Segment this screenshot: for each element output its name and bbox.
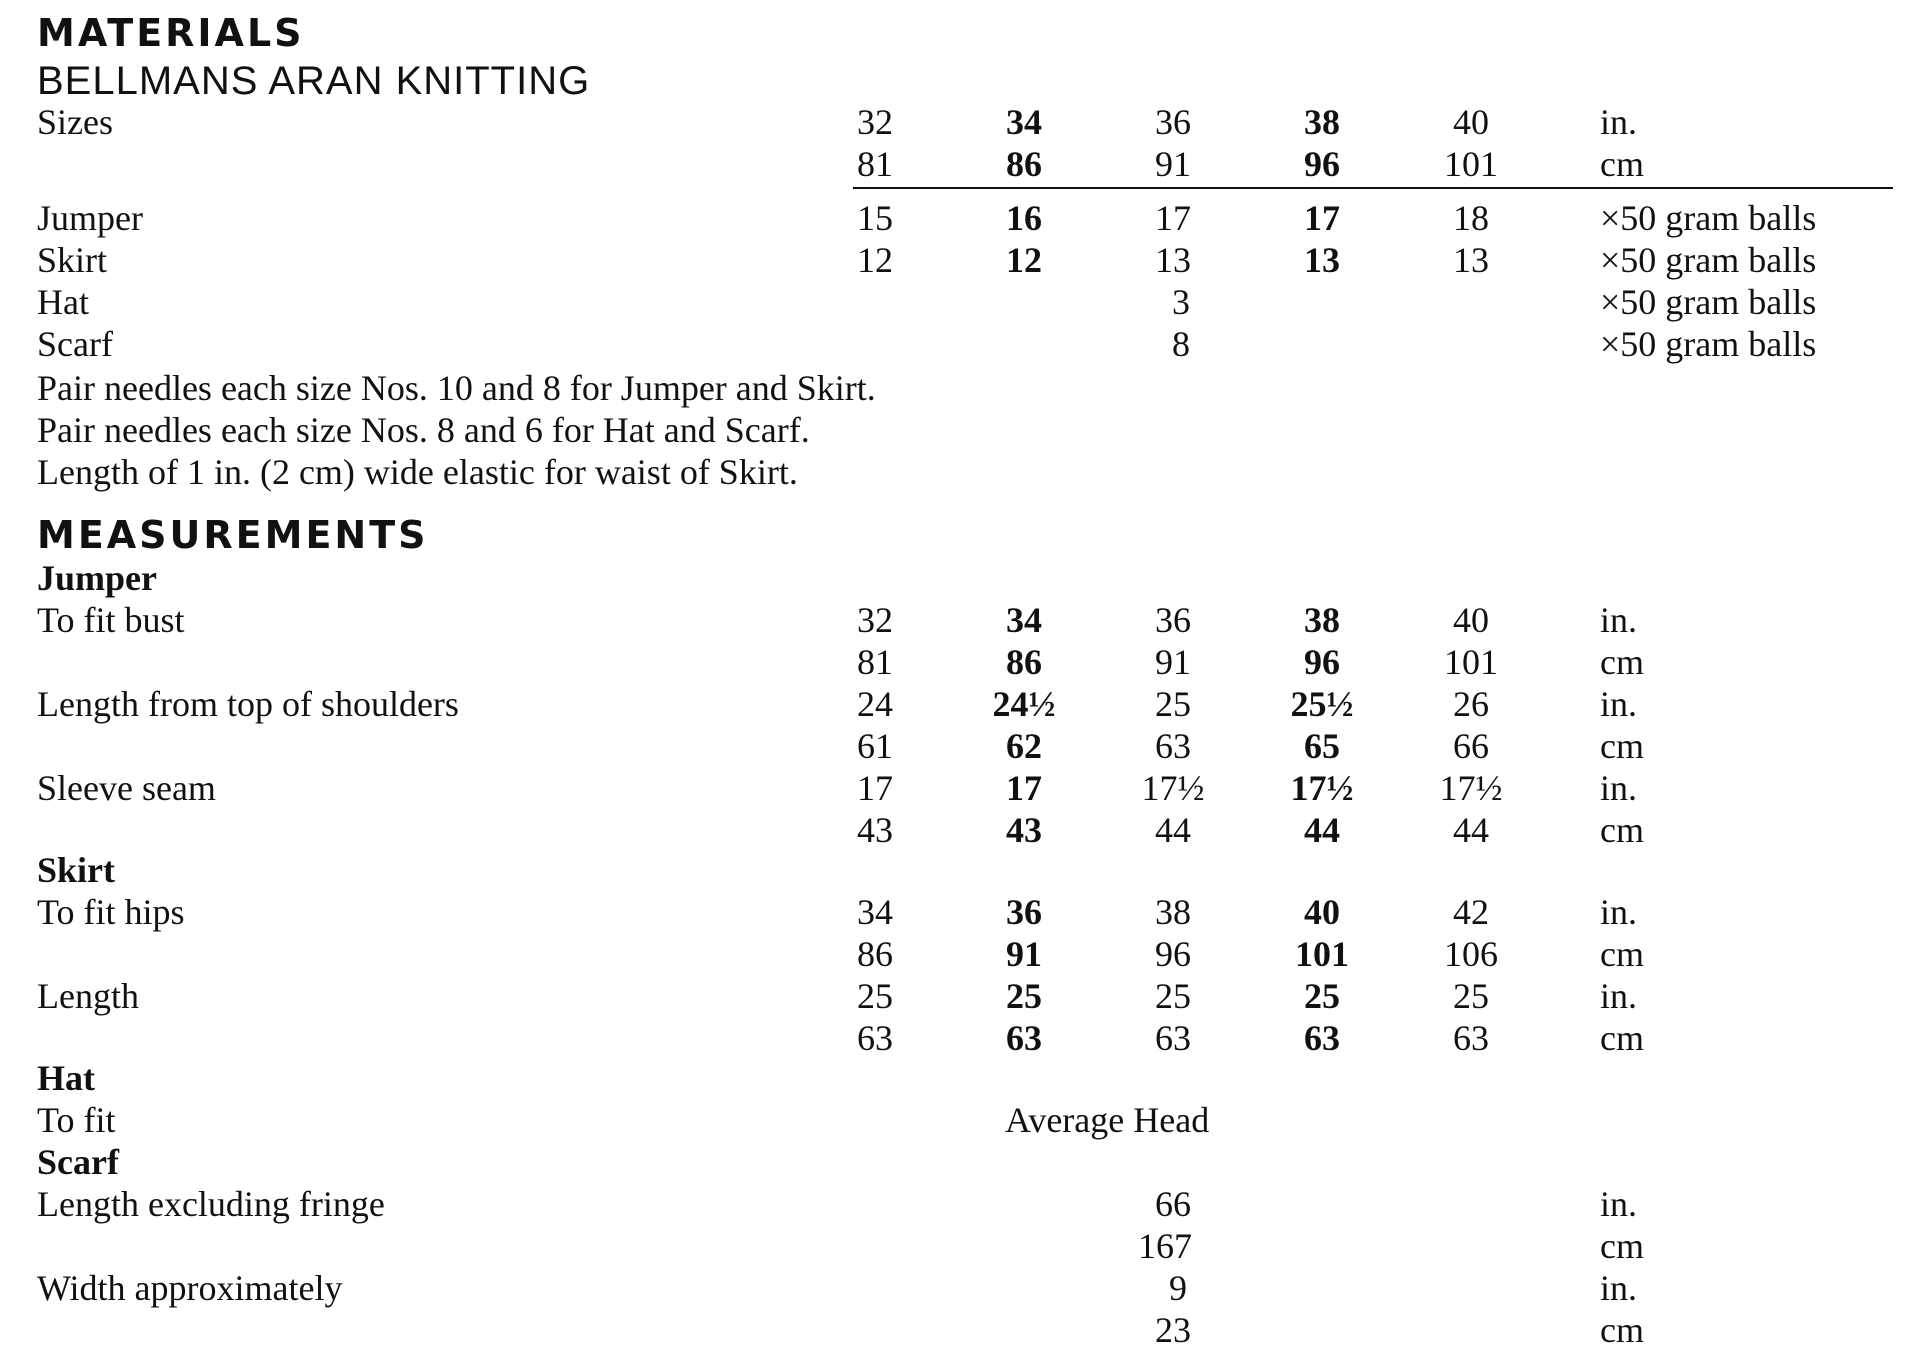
unit-label: cm (1600, 1310, 1644, 1350)
value-cell: 66 (1453, 726, 1489, 766)
value-cell: 91 (1155, 642, 1191, 682)
value-cell: 23 (1155, 1310, 1191, 1350)
value-cell: 25 (1453, 976, 1489, 1016)
size-cell: 96 (1304, 144, 1340, 184)
measurement-row (0, 975, 1921, 1017)
unit-label: cm (1600, 934, 1644, 974)
value-cell: 86 (1006, 642, 1042, 682)
value-cell: 81 (857, 642, 893, 682)
section-title: Skirt (37, 850, 116, 890)
measurement-row (0, 1017, 1921, 1059)
measurement-row (0, 933, 1921, 975)
sizes-cm-row (0, 143, 1921, 185)
value-cell: 17 (1006, 768, 1042, 808)
unit-label: in. (1600, 1268, 1638, 1308)
material-row-jumper (0, 197, 1921, 239)
value-cell: 25 (1304, 976, 1340, 1016)
measurement-row (0, 599, 1921, 641)
measurement-row (0, 767, 1921, 809)
section-title: Scarf (37, 1142, 119, 1182)
ball-count: 13 (1155, 240, 1191, 280)
hat-fit-value: Average Head (1005, 1100, 1210, 1140)
measurement-row (0, 809, 1921, 851)
measurement-row (0, 683, 1921, 725)
value-cell: 25 (857, 976, 893, 1016)
size-cell: 32 (857, 102, 893, 142)
value-cell: 26 (1453, 684, 1489, 724)
size-cell: 101 (1444, 144, 1498, 184)
ball-count: 13 (1304, 240, 1340, 280)
value-cell: 91 (1006, 934, 1042, 974)
elastic-note: Length of 1 in. (2 cm) wide elastic for waist of Skirt. (37, 452, 798, 492)
value-cell: 17½ (1290, 768, 1354, 808)
unit-label: cm (1600, 810, 1644, 850)
value-cell: 43 (857, 810, 893, 850)
ball-count: 17 (1304, 198, 1340, 238)
value-cell: 63 (1006, 1018, 1042, 1058)
value-cell: 106 (1444, 934, 1498, 974)
size-cell: 91 (1155, 144, 1191, 184)
ball-count: 12 (857, 240, 893, 280)
row-label: Width approximately (37, 1268, 343, 1308)
needles-note-2: Pair needles each size Nos. 8 and 6 for Hat and Scarf. (37, 410, 810, 450)
value-cell: 40 (1304, 892, 1340, 932)
section-jumper (0, 557, 1921, 599)
measurement-row (0, 641, 1921, 683)
row-label: Length from top of shoulders (37, 684, 459, 724)
measurements-heading: MEASUREMENTS (37, 513, 429, 557)
value-cell: 25 (1006, 976, 1042, 1016)
ball-unit: ×50 gram balls (1600, 198, 1817, 238)
measurement-row (0, 1309, 1921, 1351)
value-cell: 44 (1453, 810, 1489, 850)
value-cell: 36 (1006, 892, 1042, 932)
section-skirt (0, 849, 1921, 891)
value-cell: 101 (1444, 642, 1498, 682)
ball-count: 8 (1172, 324, 1190, 364)
value-cell: 66 (1155, 1184, 1191, 1224)
value-cell: 167 (1138, 1226, 1192, 1266)
value-cell: 61 (857, 726, 893, 766)
value-cell: 34 (1006, 600, 1042, 640)
ball-count: 3 (1172, 282, 1190, 322)
value-cell: 38 (1304, 600, 1340, 640)
yarn-name: BELLMANS ARAN KNITTING (37, 59, 591, 103)
value-cell: 65 (1304, 726, 1340, 766)
unit-label: cm (1600, 144, 1644, 184)
value-cell: 24 (857, 684, 893, 724)
value-cell: 36 (1155, 600, 1191, 640)
ball-count: 15 (857, 198, 893, 238)
unit-label: in. (1600, 684, 1638, 724)
material-row-scarf (0, 323, 1921, 365)
value-cell: 62 (1006, 726, 1042, 766)
size-cell: 34 (1006, 102, 1042, 142)
sizes-divider (853, 187, 1893, 189)
ball-count: 16 (1006, 198, 1042, 238)
sizes-in-row (0, 101, 1921, 143)
unit-label: cm (1600, 726, 1644, 766)
materials-heading: MATERIALS (37, 11, 305, 55)
value-cell: 42 (1453, 892, 1489, 932)
measurement-row (0, 1267, 1921, 1309)
value-cell: 101 (1295, 934, 1349, 974)
value-cell: 24½ (992, 684, 1056, 724)
size-cell: 40 (1453, 102, 1489, 142)
value-cell: 9 (1169, 1268, 1187, 1308)
value-cell: 17½ (1141, 768, 1205, 808)
size-cell: 86 (1006, 144, 1042, 184)
item-label: Jumper (37, 198, 143, 238)
value-cell: 44 (1304, 810, 1340, 850)
ball-count: 13 (1453, 240, 1489, 280)
value-cell: 63 (1453, 1018, 1489, 1058)
ball-count: 12 (1006, 240, 1042, 280)
value-cell: 25½ (1290, 684, 1354, 724)
value-cell: 96 (1155, 934, 1191, 974)
value-cell: 25 (1155, 684, 1191, 724)
row-label: To fit (37, 1100, 116, 1140)
measurement-row (0, 1099, 1921, 1141)
measurement-row (0, 1183, 1921, 1225)
unit-label: cm (1600, 1018, 1644, 1058)
unit-label: in. (1600, 768, 1638, 808)
value-cell: 63 (1155, 1018, 1191, 1058)
ball-unit: ×50 gram balls (1600, 324, 1817, 364)
row-label: Length excluding fringe (37, 1184, 385, 1224)
size-cell: 38 (1304, 102, 1340, 142)
value-cell: 40 (1453, 600, 1489, 640)
measurement-row (0, 725, 1921, 767)
unit-label: cm (1600, 1226, 1644, 1266)
value-cell: 38 (1155, 892, 1191, 932)
size-cell: 36 (1155, 102, 1191, 142)
unit-label: in. (1600, 1184, 1638, 1224)
unit-label: in. (1600, 976, 1638, 1016)
value-cell: 32 (857, 600, 893, 640)
item-label: Hat (37, 282, 89, 322)
value-cell: 17 (857, 768, 893, 808)
sizes-label: Sizes (37, 102, 113, 142)
ball-count: 18 (1453, 198, 1489, 238)
ball-unit: ×50 gram balls (1600, 282, 1817, 322)
unit-label: in. (1600, 102, 1638, 142)
row-label: Sleeve seam (37, 768, 216, 808)
value-cell: 34 (857, 892, 893, 932)
value-cell: 63 (857, 1018, 893, 1058)
item-label: Scarf (37, 324, 113, 364)
value-cell: 96 (1304, 642, 1340, 682)
unit-label: in. (1600, 600, 1638, 640)
ball-count: 17 (1155, 198, 1191, 238)
material-row-skirt (0, 239, 1921, 281)
row-label: Length (37, 976, 139, 1016)
unit-label: in. (1600, 892, 1638, 932)
item-label: Skirt (37, 240, 108, 280)
row-label: To fit hips (37, 892, 185, 932)
section-title: Hat (37, 1058, 95, 1098)
value-cell: 63 (1155, 726, 1191, 766)
row-label: To fit bust (37, 600, 185, 640)
value-cell: 25 (1155, 976, 1191, 1016)
measurement-row (0, 1225, 1921, 1267)
value-cell: 17½ (1439, 768, 1503, 808)
needles-note-1: Pair needles each size Nos. 10 and 8 for Jumper and Skirt. (37, 368, 876, 408)
ball-unit: ×50 gram balls (1600, 240, 1817, 280)
section-hat (0, 1057, 1921, 1099)
value-cell: 63 (1304, 1018, 1340, 1058)
unit-label: cm (1600, 642, 1644, 682)
material-row-hat (0, 281, 1921, 323)
measurement-row (0, 891, 1921, 933)
section-title: Jumper (37, 558, 157, 598)
value-cell: 43 (1006, 810, 1042, 850)
section-scarf (0, 1141, 1921, 1183)
value-cell: 86 (857, 934, 893, 974)
size-cell: 81 (857, 144, 893, 184)
value-cell: 44 (1155, 810, 1191, 850)
